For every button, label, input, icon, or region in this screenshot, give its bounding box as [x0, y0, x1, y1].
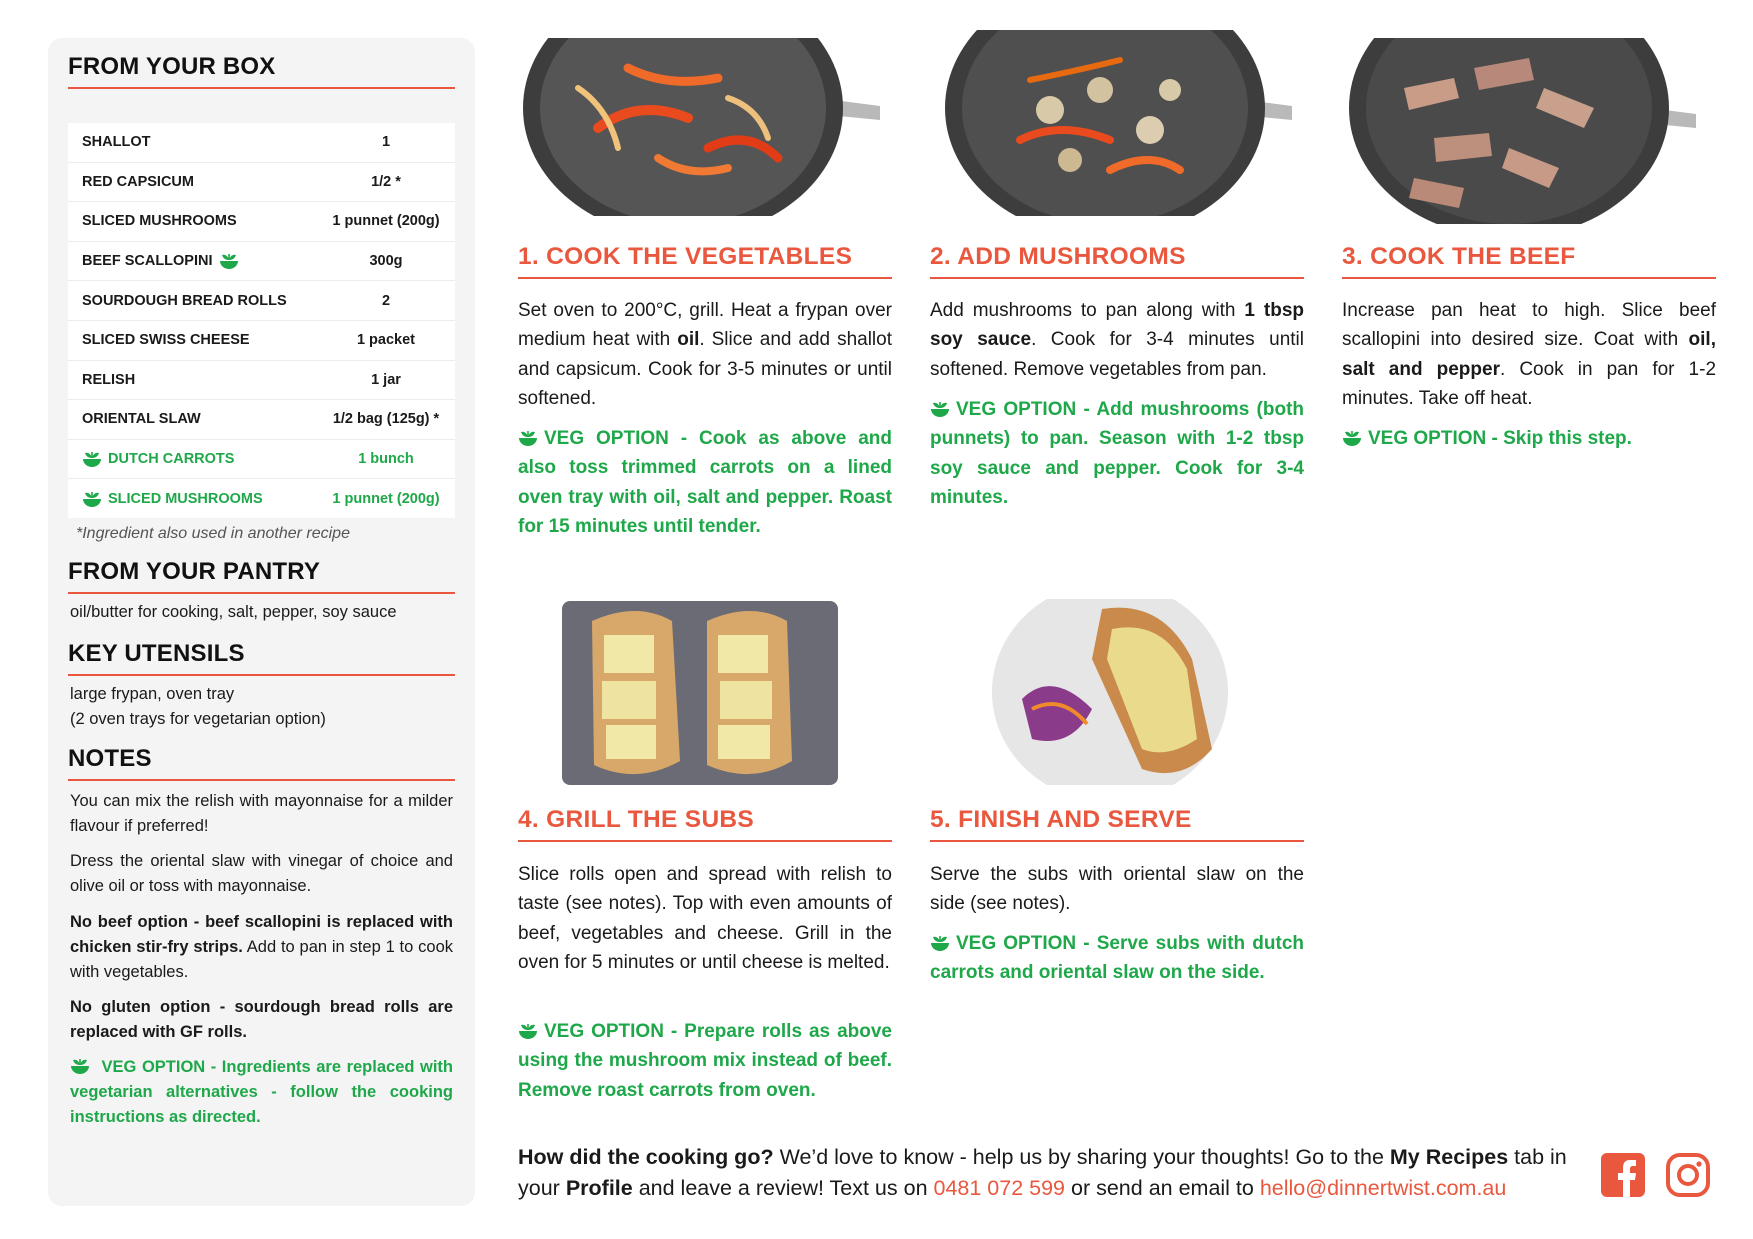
footer-text-2: tab in your	[518, 1145, 1567, 1200]
step-5-text: Serve the subs with oriental slaw on the side (see notes).	[930, 864, 1304, 915]
ingredient-row	[68, 321, 455, 361]
step-2-text-b: . Cook for 3-4 minutes until softened. Remove vegetables from pan.	[930, 329, 1304, 380]
note-no-beef-rest: Add to pan in step 1 to cook with vegetables.	[70, 938, 453, 981]
step-5-veg-text: VEG OPTION - Serve subs with dutch carrots and oriental slaw on the side.	[930, 933, 1304, 984]
notes-title: NOTES	[68, 745, 455, 781]
step-2-photo	[930, 30, 1304, 216]
leaf-bowl-icon	[518, 429, 538, 447]
ingredient-name-cell	[68, 252, 317, 270]
ingredient-row	[68, 400, 455, 440]
feedback-footer	[518, 1142, 1588, 1204]
leaf-bowl-icon	[219, 252, 239, 270]
step-3-text	[1342, 296, 1716, 413]
ingredient-name-cell	[68, 174, 317, 190]
step-3-text-a: Increase pan heat to high. Slice beef scallopini into desired size. Coat with	[1342, 300, 1716, 351]
step-5-title: 5. FINISH AND SERVE	[930, 806, 1304, 842]
step-2-title: 2. ADD MUSHROOMS	[930, 243, 1304, 279]
step-3-title: 3. COOK THE BEEF	[1342, 243, 1716, 279]
leaf-bowl-icon	[70, 1057, 90, 1075]
ingredient-name: SHALLOT	[82, 134, 151, 151]
ingredient-name-cell	[68, 372, 317, 388]
step-3-text-bold: oil, salt and pepper	[1342, 329, 1716, 380]
ingredient-name-cell	[68, 490, 317, 508]
ingredient-row	[68, 281, 455, 321]
footer-text-3: and leave a review! Text us on	[632, 1176, 934, 1200]
ingredients-table	[68, 123, 455, 518]
ingredient-qty: 1 jar	[371, 371, 401, 388]
step-1-text-b: . Slice and add shallot and capsicum. Cook for 3-5 minutes or until softened.	[518, 329, 892, 409]
ingredient-row	[68, 123, 455, 163]
note-veg-option	[70, 1055, 453, 1130]
step-1-title: 1. COOK THE VEGETABLES	[518, 243, 892, 279]
step-2-veg-option	[930, 395, 1304, 512]
leaf-bowl-icon	[930, 400, 950, 418]
ingredient-name-cell	[68, 332, 317, 348]
step-4-veg-option	[518, 1017, 892, 1105]
box-title: FROM YOUR BOX	[68, 53, 455, 89]
ingredient-qty: 1/2 *	[371, 173, 401, 190]
utensils-line-2: (2 oven trays for vegetarian option)	[70, 710, 326, 728]
step-4-text: Slice rolls open and spread with relish to taste (see notes). Top with even amounts of beef, vegetables and cheese. Grill in the oven for 5 minutes or until cheese is melted.	[518, 864, 892, 973]
step-2-text-bold: 1 tbsp soy sauce	[930, 300, 1304, 351]
ingredient-name: ORIENTAL SLAW	[82, 411, 201, 428]
ingredient-qty: 1	[381, 134, 391, 151]
ingredient-name: RELISH	[82, 371, 136, 388]
step-2-text	[930, 296, 1304, 384]
ingredient-qty: 1 packet	[356, 332, 416, 349]
facebook-icon[interactable]	[1600, 1152, 1646, 1198]
step-3-photo	[1344, 38, 1718, 224]
leaf-bowl-icon	[82, 450, 102, 468]
ingredient-qty: 1 punnet (200g)	[332, 490, 440, 507]
ingredient-name: RED CAPSICUM	[82, 173, 194, 190]
ingredient-name-cell	[68, 134, 317, 150]
step-3-veg-option	[1342, 424, 1716, 453]
ingredient-name-cell	[68, 450, 317, 468]
note-veg-option-text: VEG OPTION - Ingredients are replaced with vegetarian alternatives - follow the cooking instructions as directed.	[70, 1058, 453, 1126]
ingredient-qty: 1 punnet (200g)	[332, 213, 440, 230]
step-1-text	[518, 296, 892, 413]
ingredient-qty: 1 bunch	[358, 451, 414, 468]
ingredient-name: BEEF SCALLOPINI	[82, 253, 213, 270]
phone-number[interactable]: 0481 072 599	[933, 1176, 1066, 1200]
my-recipes-label: My Recipes	[1389, 1145, 1509, 1169]
ingredient-name: DUTCH CARROTS	[108, 451, 235, 468]
step-4-title: 4. GRILL THE SUBS	[518, 806, 892, 842]
ingredient-name: SLICED MUSHROOMS	[108, 490, 263, 507]
note-no-beef	[70, 910, 453, 985]
utensils-title: KEY UTENSILS	[68, 640, 455, 676]
ingredient-row	[68, 479, 455, 518]
step-3-text-b: . Cook in pan for 1-2 minutes. Take off heat.	[1342, 358, 1717, 409]
ingredient-name-cell	[68, 293, 317, 309]
utensils-text	[70, 682, 453, 732]
step-1-veg-option	[518, 424, 892, 541]
step-3-veg-text: VEG OPTION - Skip this step.	[1368, 428, 1632, 449]
leaf-bowl-icon	[82, 490, 102, 508]
ingredient-row	[68, 202, 455, 242]
ingredient-footnote: *Ingredient also used in another recipe	[76, 525, 350, 542]
step-1-veg-text: VEG OPTION - Cook as above and also toss trimmed carrots on a lined oven tray with oil, salt and pepper. Roast for 15 minutes until tender.	[518, 428, 892, 537]
ingredient-qty: 300g	[369, 253, 403, 270]
step-1-photo	[518, 38, 892, 216]
step-5-veg-option	[930, 929, 1304, 988]
step-2-text-a: Add mushrooms to pan along with	[930, 300, 1245, 321]
ingredient-name-cell	[68, 411, 317, 427]
note-no-beef-bold: No beef option - beef scallopini is replaced with chicken stir-fry strips.	[70, 913, 453, 956]
profile-label: Profile	[565, 1176, 633, 1200]
step-4-photo	[562, 601, 838, 785]
email-link[interactable]: hello@dinnertwist.com.au	[1259, 1176, 1507, 1200]
step-1-text-bold: oil	[677, 329, 700, 351]
note-no-gluten-bold: No gluten option - sourdough bread rolls are replaced with GF rolls.	[70, 998, 453, 1041]
ingredient-row	[68, 361, 455, 401]
footer-text-1: We’d love to know - help us by sharing your thoughts! Go to the	[773, 1145, 1390, 1169]
ingredient-qty: 1/2 bag (125g) *	[332, 411, 440, 428]
step-4-veg-text: VEG OPTION - Prepare rolls as above using the mushroom mix instead of beef. Remove roast carrots from oven.	[518, 1021, 892, 1101]
ingredient-name: SOURDOUGH BREAD ROLLS	[82, 292, 287, 309]
ingredient-row	[68, 163, 455, 203]
leaf-bowl-icon	[930, 934, 950, 952]
ingredient-row	[68, 440, 455, 480]
note-no-gluten	[70, 995, 453, 1045]
ingredient-qty: 2	[381, 292, 391, 309]
pantry-title: FROM YOUR PANTRY	[68, 558, 455, 594]
pantry-text: oil/butter for cooking, salt, pepper, soy sauce	[70, 603, 397, 621]
leaf-bowl-icon	[518, 1022, 538, 1040]
step-5-photo	[992, 599, 1228, 785]
ingredient-name: SLICED MUSHROOMS	[82, 213, 237, 230]
instagram-icon[interactable]	[1665, 1152, 1711, 1198]
note-slaw: Dress the oriental slaw with vinegar of choice and olive oil or toss with mayonnaise.	[70, 852, 453, 895]
utensils-line-1: large frypan, oven tray	[70, 685, 235, 703]
footer-text-4: or send an email to	[1065, 1176, 1260, 1200]
ingredient-row	[68, 242, 455, 282]
ingredient-name: SLICED SWISS CHEESE	[82, 332, 250, 349]
note-relish: You can mix the relish with mayonnaise for a milder flavour if preferred!	[70, 792, 453, 835]
step-2-veg-text: VEG OPTION - Add mushrooms (both punnets) to pan. Season with 1-2 tbsp soy sauce and pepper. Cook for 3-4 minutes.	[930, 399, 1304, 508]
step-1-text-a: Set oven to 200°C, grill. Heat a frypan over medium heat with	[518, 300, 892, 351]
leaf-bowl-icon	[1342, 429, 1362, 447]
feedback-question: How did the cooking go?	[518, 1145, 774, 1169]
ingredient-name-cell	[68, 213, 317, 229]
ingredients-sidebar	[48, 38, 475, 1206]
